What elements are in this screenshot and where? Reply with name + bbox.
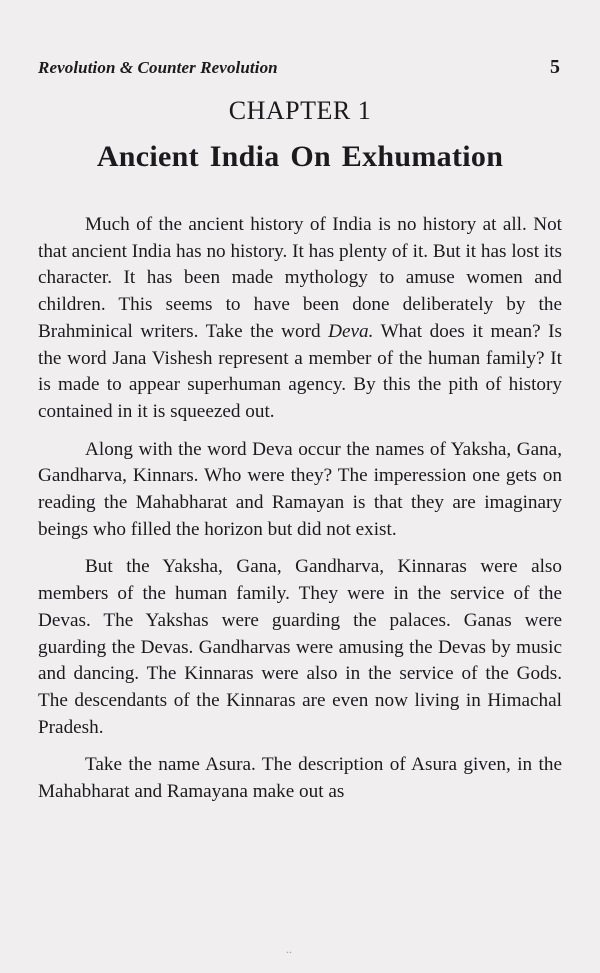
- paragraph-1-part-a: Much of the ancient history of India is no history at all. Not that ancient India has no history. It has plenty of it. But it has lost its character. It has been made mythology to amuse women and children. This seems to have been done deliberately by the Brahminical writers. Take the word: [38, 214, 562, 342]
- body-text: [38, 212, 562, 817]
- footer-mark: ..: [286, 942, 292, 956]
- paragraph-2: Along with the word Deva occur the names of Yaksha, Gana, Gandharva, Kinnars. Who were they? The imperession one gets on reading the Mahabharat and Ramayan is that they are imaginary beings who filled the horizon but did not exist.: [38, 438, 562, 540]
- paragraph-1-italic-word: Deva.: [328, 320, 374, 342]
- paragraph-1: [38, 212, 562, 426]
- chapter-title: Ancient India On Exhumation: [96, 140, 504, 173]
- page-number: 5: [550, 56, 560, 78]
- paragraph-4: Take the name Asura. The description of Asura given, in the Mahabharat and Ramayana make out as: [38, 754, 562, 803]
- running-head: Revolution & Counter Revolution: [38, 58, 278, 77]
- page-header: [38, 56, 560, 79]
- paragraph-3: But the Yaksha, Gana, Gandharva, Kinnaras were also members of the human family. They were in the service of the Devas. The Yakshas were guarding the palaces. Ganas were guarding the Devas. Gandharvas were amusing the Devas by music and dancing. The Kinnaras were also in the service of the Gods. The descendants of the Kinnaras are even now living in Himachal Pradesh.: [38, 556, 562, 738]
- chapter-label: CHAPTER 1: [228, 96, 372, 125]
- paragraph-1-part-b: What does it mean? Is the word Jana Vishesh represent a member of the human family? It is made to appear superhuman agency. By this the pith of history contained in it is squeezed out.: [38, 320, 562, 422]
